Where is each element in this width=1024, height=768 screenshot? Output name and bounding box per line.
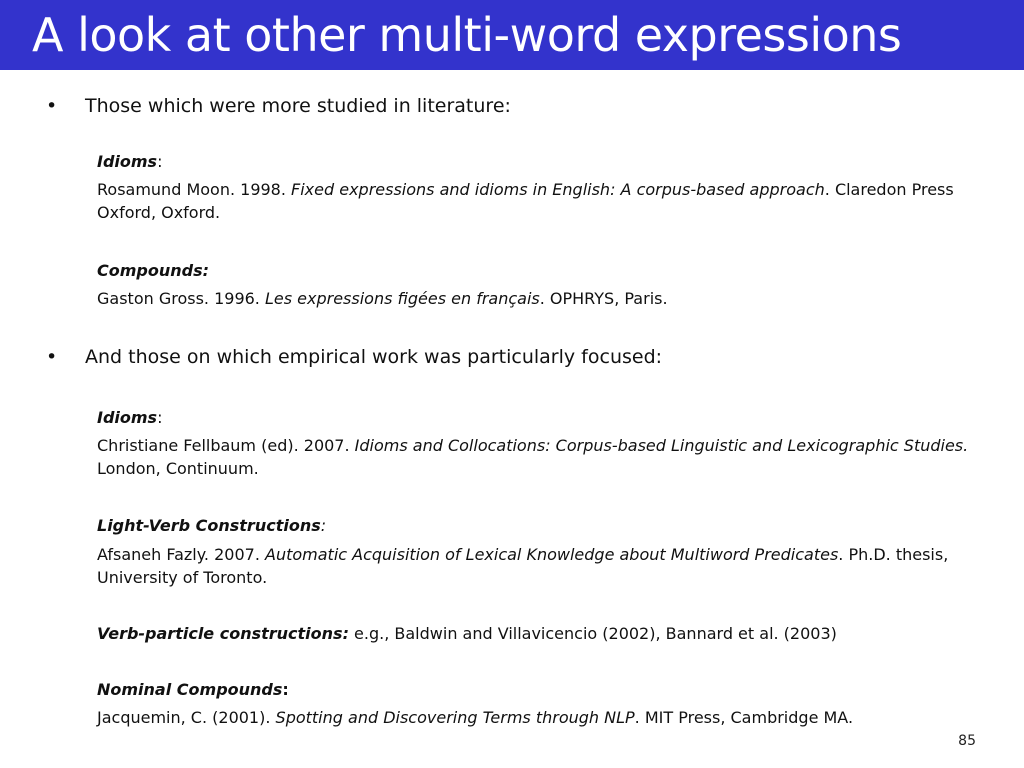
vpc-line <box>97 622 997 645</box>
ref-title: Fixed expressions and idioms in English: A corpus-based approach <box>291 180 825 199</box>
vpc-text: e.g., Baldwin and Villavicencio (2002), Bannard et al. (2003) <box>348 624 837 643</box>
ref-title: Spotting and Discovering Terms through NLP <box>275 708 635 727</box>
ref-author: Jacquemin, C. (2001). <box>97 708 276 727</box>
ref-rest: . OPHRYS, Paris. <box>539 289 668 308</box>
bullet-empirical-work <box>46 345 662 369</box>
lvc-label: Light-Verb Constructions <box>97 516 321 535</box>
ref-rest: . Ph.D. thesis, University of Toronto. <box>97 545 949 587</box>
bullet-text: Those which were more studied in literature: <box>85 95 511 117</box>
idioms-label: Idioms <box>97 408 158 427</box>
label-colon: : <box>157 152 163 171</box>
ref-title: Idioms and Collocations: Corpus-based Linguistic and Lexicographic Studies. <box>354 436 969 455</box>
nominal-label: Nominal Compounds <box>97 680 283 699</box>
label-colon: : <box>320 516 327 535</box>
idioms-heading-1 <box>97 150 997 173</box>
bullet-icon: • <box>46 346 58 368</box>
reference-fazly <box>97 543 997 589</box>
ref-title: Automatic Acquisition of Lexical Knowledge about Multiword Predicates <box>265 545 839 564</box>
reference-fellbaum <box>97 434 997 480</box>
idioms-heading-2 <box>97 406 997 429</box>
lvc-heading <box>97 514 997 537</box>
ref-title: Les expressions figées en français <box>264 289 540 308</box>
reference-moon <box>97 178 997 224</box>
compounds-label: Compounds: <box>97 261 210 280</box>
label-colon: : <box>282 680 289 699</box>
bullet-icon: • <box>46 95 58 117</box>
ref-author: Gaston Gross. 1996. <box>97 289 265 308</box>
reference-jacquemin <box>97 706 997 729</box>
label-colon: : <box>157 408 163 427</box>
ref-rest: . Claredon Press Oxford, Oxford. <box>97 180 954 222</box>
title-bar <box>0 0 1024 70</box>
page-number: 85 <box>958 733 976 749</box>
ref-rest: London, Continuum. <box>97 459 259 478</box>
bullet-text: And those on which empirical work was particularly focused: <box>85 346 663 368</box>
bullet-studied-literature <box>46 94 511 118</box>
ref-rest: . MIT Press, Cambridge MA. <box>634 708 854 727</box>
ref-author: Rosamund Moon. 1998. <box>97 180 292 199</box>
vpc-label: Verb-particle constructions: <box>97 624 349 643</box>
nominal-heading <box>97 678 997 701</box>
compounds-heading <box>97 259 997 282</box>
slide-title: A look at other multi-word expressions <box>32 8 902 62</box>
ref-author: Christiane Fellbaum (ed). 2007. <box>97 436 355 455</box>
idioms-label: Idioms <box>97 152 158 171</box>
ref-author: Afsaneh Fazly. 2007. <box>97 545 265 564</box>
reference-gross <box>97 287 997 310</box>
